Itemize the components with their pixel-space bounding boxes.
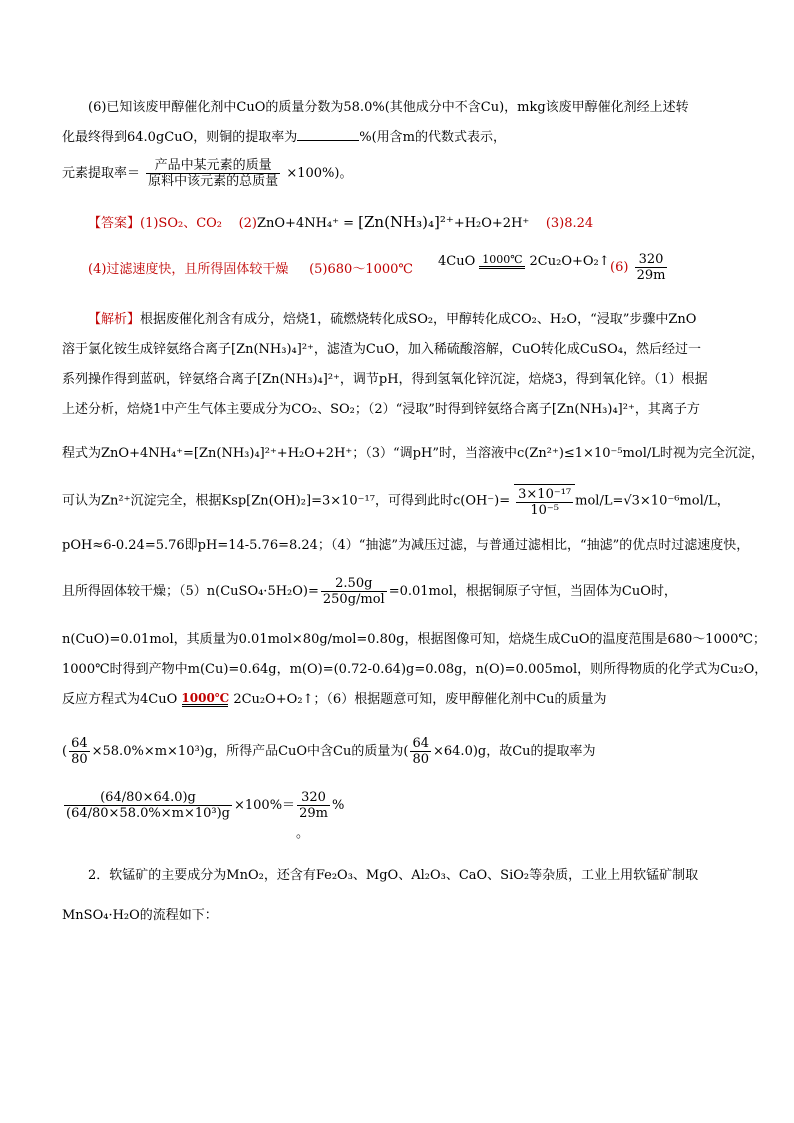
analysis-line-13: [62, 790, 344, 821]
analysis-6-b: mol/L=√3×10⁻⁶mol/L，: [575, 493, 730, 509]
sqrt-fraction: [516, 487, 573, 518]
analysis-13-end: %: [331, 798, 345, 813]
analysis-line-5: 程式为ZnO+4NH₄⁺=[Zn(NH₃)₄]²⁺+H₂O+2H⁺；（3）“调pH”时，当溶液中c(Zn²⁺)≤1×10⁻⁵mol/L时视为完全沉淀，: [62, 446, 764, 461]
analysis-11-cond-text: 1000℃: [181, 691, 230, 705]
analysis-line-9: n(CuO)=0.01mol，其质量为0.01mol×80g/mol=0.80g，根据图像可知，焙烧生成CuO的温度范围是680～1000℃；: [62, 632, 766, 647]
analysis-6-a: 可认为Zn²⁺沉淀完全，根据Ksp[Zn(OH)₂]=3×10⁻¹⁷，可得到此时c(OH⁻)=: [62, 493, 511, 509]
formula-prefix: 元素提取率＝: [62, 166, 141, 181]
analysis-line-2: 溶于氯化铵生成锌氨络合离子[Zn(NH₃)₄]²⁺，滤渣为CuO，加入稀硫酸溶解，CuO转化成CuSO₄，然后经过一: [62, 342, 701, 357]
analysis-line-1: [88, 310, 696, 330]
answer-6-cond-text: 1000℃: [482, 253, 523, 266]
sqrt-expression: [514, 484, 575, 518]
analysis-8-num: 2.50g: [321, 576, 387, 592]
analysis-13-res-den: 29m: [299, 806, 328, 821]
answer-blank: [297, 140, 359, 141]
analysis-11-condition: [181, 692, 229, 707]
analysis-line-10: 1000℃时得到产物中m(Cu)=0.64g，m(O)=(0.72-0.64)g=0.08g，n(O)=0.005mol，则所得物质的化学式为Cu₂O，: [62, 662, 768, 677]
answer-7-label: (6): [610, 260, 629, 275]
analysis-12-fraction-2: [410, 736, 431, 767]
answer-6-equation: [438, 252, 610, 272]
analysis-line-6: [62, 484, 730, 518]
analysis-12-fraction-1: [69, 736, 90, 767]
q6-line-1: (6)已知该废甲醇催化剂中CuO的质量分数为58.0%(其他成分中不含Cu)，mkg该废甲醇催化剂经上述转: [88, 100, 689, 115]
analysis-12-num-2: 64: [412, 736, 429, 751]
answer-6-condition: [479, 254, 525, 269]
analysis-11-a: 反应方程式为4CuO: [62, 692, 178, 707]
analysis-line-3: 系列操作得到蓝矾，锌氨络合离子[Zn(NH₃)₄]²⁺，调节pH，得到氢氧化锌沉淀，焙烧3，得到氧化锌。（1）根据: [62, 372, 708, 387]
answer-tag: 【答案】: [88, 216, 141, 231]
q6-formula: [62, 158, 352, 189]
analysis-line-14: 。: [296, 826, 310, 841]
analysis-13-res-num: 320: [297, 790, 330, 806]
analysis-12-den-1: 80: [71, 752, 88, 767]
answer-5: (5)680～1000℃: [309, 262, 413, 277]
sqrt-num: 3×10⁻¹⁷: [518, 487, 572, 502]
analysis-8-b: =0.01mol，根据铜原子守恒，当固体为CuO时，: [388, 584, 677, 599]
analysis-13-den: (64/80×58.0%×m×10³)g: [66, 806, 230, 821]
analysis-13-num: (64/80×64.0)g: [64, 790, 232, 806]
answer-1: (1)SO₂、CO₂: [140, 216, 223, 231]
answer-2-label: (2): [238, 216, 257, 231]
answer-6-left: 4CuO: [438, 254, 476, 269]
analysis-line-7: pOH≈6-0.24=5.76即pH=14-5.76=8.24；（4）“抽滤”为减压过滤，与普通过滤相比，“抽滤”的优点时过滤速度快，: [62, 538, 750, 553]
analysis-line-4: 上述分析，焙烧1中产生气体主要成分为CO₂、SO₂；（2）“浸取”时得到锌氨络合离子[Zn(NH₃)₄]²⁺，其离子方: [62, 402, 700, 417]
q6-line-2: [62, 128, 506, 148]
answer-2-left: ZnO+4NH₄⁺ =: [256, 216, 359, 231]
analysis-tag: 【解析】: [88, 312, 141, 327]
analysis-12-b: ×64.0)g，故Cu的提取率为: [433, 744, 596, 759]
answer-7-den: 29m: [636, 268, 666, 283]
answer-7-fraction: [635, 252, 668, 283]
q6-line-2-b: %(用含m的代数式表示，: [359, 130, 507, 145]
analysis-line-11: [62, 690, 607, 710]
analysis-8-fraction: [321, 576, 387, 607]
answer-7: [610, 252, 669, 283]
answer-2-complex: [Zn(NH₃)₄]²⁺: [358, 213, 454, 231]
answer-2-right: +H₂O+2H⁺: [453, 216, 530, 231]
analysis-12-open: (: [62, 744, 68, 759]
answer-line-1: [88, 212, 593, 234]
answer-7-num: 320: [635, 252, 668, 268]
formula-suffix: ×100%)。: [286, 166, 353, 181]
analysis-13-fraction: [64, 790, 232, 821]
formula-numerator: 产品中某元素的质量: [146, 158, 280, 174]
q2-line-1: 2．软锰矿的主要成分为MnO₂，还含有Fe₂O₃、MgO、Al₂O₃、CaO、SiO₂等杂质，工业上用软锰矿制取: [88, 868, 699, 883]
sqrt-den: 10⁻⁵: [530, 503, 559, 518]
analysis-12-num-1: 64: [71, 736, 88, 751]
analysis-13-mid: ×100%＝: [234, 798, 296, 813]
q2-line-2: MnSO₄·H₂O的流程如下：: [62, 908, 218, 923]
q6-line-2-a: 化最终得到64.0gCuO，则铜的提取率为: [62, 130, 298, 145]
answer-4: (4)过滤速度快，且所得固体较干燥: [88, 262, 289, 277]
analysis-12-a: ×58.0%×m×10³)g，所得产品CuO中含Cu的质量为(: [91, 744, 409, 759]
analysis-line-12: [62, 736, 596, 767]
formula-fraction: [146, 158, 280, 189]
analysis-12-den-2: 80: [412, 752, 429, 767]
answer-6-right: 2Cu₂O+O₂↑: [529, 254, 610, 269]
analysis-11-b: 2Cu₂O+O₂↑；（6）根据题意可知，废甲醇催化剂中Cu的质量为: [233, 692, 607, 707]
formula-denominator: 原料中该元素的总质量: [148, 174, 279, 189]
analysis-text-1: 根据废催化剂含有成分，焙烧1，硫燃烧转化成SO₂，甲醇转化成CO₂、H₂O，“浸取”步骤中ZnO: [140, 312, 697, 327]
answer-line-2: [88, 260, 413, 280]
analysis-8-den: 250g/mol: [322, 592, 385, 607]
analysis-line-8: [62, 576, 677, 607]
answer-3: (3)8.24: [545, 216, 594, 231]
answer-6-cond-bar: [479, 266, 525, 269]
analysis-8-a: 且所得固体较干燥；（5）n(CuSO₄·5H₂O)=: [62, 584, 319, 599]
analysis-13-result: [297, 790, 330, 821]
